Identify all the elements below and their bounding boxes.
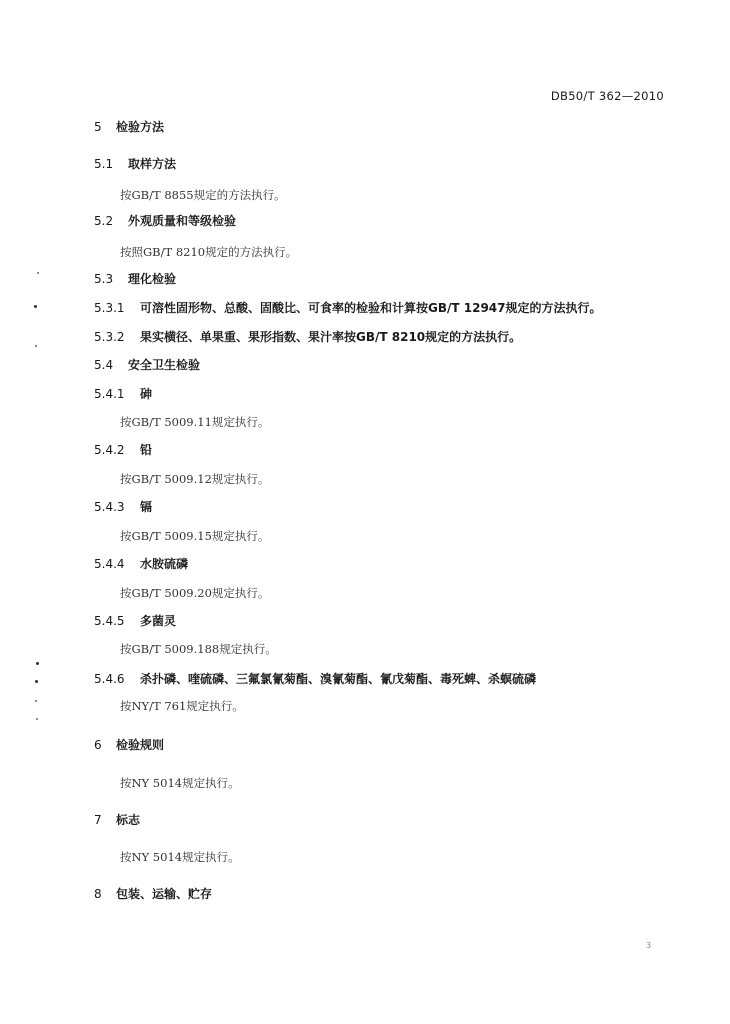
section-title: 取样方法 <box>128 157 177 171</box>
paragraph: 按GB/T 5009.20规定执行。 <box>120 586 270 600</box>
paragraph: 按GB/T 8855规定的方法执行。 <box>120 188 286 202</box>
paragraph: 按GB/T 5009.11规定执行。 <box>120 415 270 429</box>
section-heading <box>94 300 602 316</box>
section-number: 5.2 <box>94 214 114 228</box>
section-title: 水胺硫磷 <box>140 557 189 571</box>
section-heading <box>94 442 152 458</box>
section-heading <box>94 119 164 135</box>
section-heading <box>94 499 152 515</box>
paragraph: 按照GB/T 8210规定的方法执行。 <box>120 245 298 259</box>
section-number: 5.4.4 <box>94 557 125 571</box>
section-number: 7 <box>94 813 102 827</box>
section-title: 检验规则 <box>116 738 165 752</box>
section-number: 5.4.5 <box>94 614 125 628</box>
section-title: 多菌灵 <box>140 614 177 628</box>
section-title: 杀扑磷、喹硫磷、三氟氯氰菊酯、溴氰菊酯、氰戊菊酯、毒死蜱、杀螟硫磷 <box>140 672 537 686</box>
section-heading <box>94 156 176 172</box>
standard-number: DB50/T 362—2010 <box>550 89 664 103</box>
section-heading <box>94 213 236 229</box>
section-number: 5.4.2 <box>94 443 125 457</box>
section-title: 包装、运输、贮存 <box>116 887 213 901</box>
section-number: 5.4 <box>94 358 114 372</box>
section-number: 8 <box>94 887 102 901</box>
section-title: 铅 <box>140 443 153 457</box>
section-title: 检验方法 <box>116 120 165 134</box>
section-number: 5.1 <box>94 157 114 171</box>
section-heading <box>94 613 176 629</box>
paragraph: 按NY 5014规定执行。 <box>120 850 240 864</box>
section-heading <box>94 271 176 287</box>
paragraph: 按NY 5014规定执行。 <box>120 776 240 790</box>
section-heading <box>94 812 140 828</box>
section-heading <box>94 386 152 402</box>
section-heading <box>94 886 212 902</box>
scan-speck <box>36 718 38 720</box>
section-title: 砷 <box>140 387 153 401</box>
scan-speck <box>35 700 37 702</box>
paragraph: 按NY/T 761规定执行。 <box>120 699 244 713</box>
section-heading <box>94 556 188 572</box>
section-heading <box>94 357 200 373</box>
scan-speck <box>35 345 37 347</box>
paragraph: 按GB/T 5009.15规定执行。 <box>120 529 270 543</box>
paragraph: 按GB/T 5009.188规定执行。 <box>120 642 277 656</box>
section-number: 5 <box>94 120 102 134</box>
section-title: 安全卫生检验 <box>128 358 201 372</box>
section-number: 5.4.1 <box>94 387 125 401</box>
scan-speck <box>34 305 37 308</box>
page-mark: 3 <box>646 941 652 950</box>
section-title: 可溶性固形物、总酸、固酸比、可食率的检验和计算按GB/T 12947规定的方法执行。 <box>140 301 602 315</box>
section-number: 5.4.3 <box>94 500 125 514</box>
scan-speck <box>36 662 39 665</box>
section-heading <box>94 329 521 345</box>
section-number: 5.3.2 <box>94 330 125 344</box>
section-number: 5.3 <box>94 272 114 286</box>
paragraph: 按GB/T 5009.12规定执行。 <box>120 472 270 486</box>
section-title: 果实横径、单果重、果形指数、果汁率按GB/T 8210规定的方法执行。 <box>140 330 522 344</box>
scan-speck <box>35 680 38 683</box>
section-number: 5.3.1 <box>94 301 125 315</box>
section-heading <box>94 671 536 687</box>
section-title: 标志 <box>116 813 141 827</box>
section-heading <box>94 737 164 753</box>
section-number: 6 <box>94 738 102 752</box>
section-number: 5.4.6 <box>94 672 125 686</box>
section-title: 外观质量和等级检验 <box>128 214 237 228</box>
section-title: 镉 <box>140 500 153 514</box>
scan-speck <box>37 272 39 274</box>
section-title: 理化检验 <box>128 272 177 286</box>
